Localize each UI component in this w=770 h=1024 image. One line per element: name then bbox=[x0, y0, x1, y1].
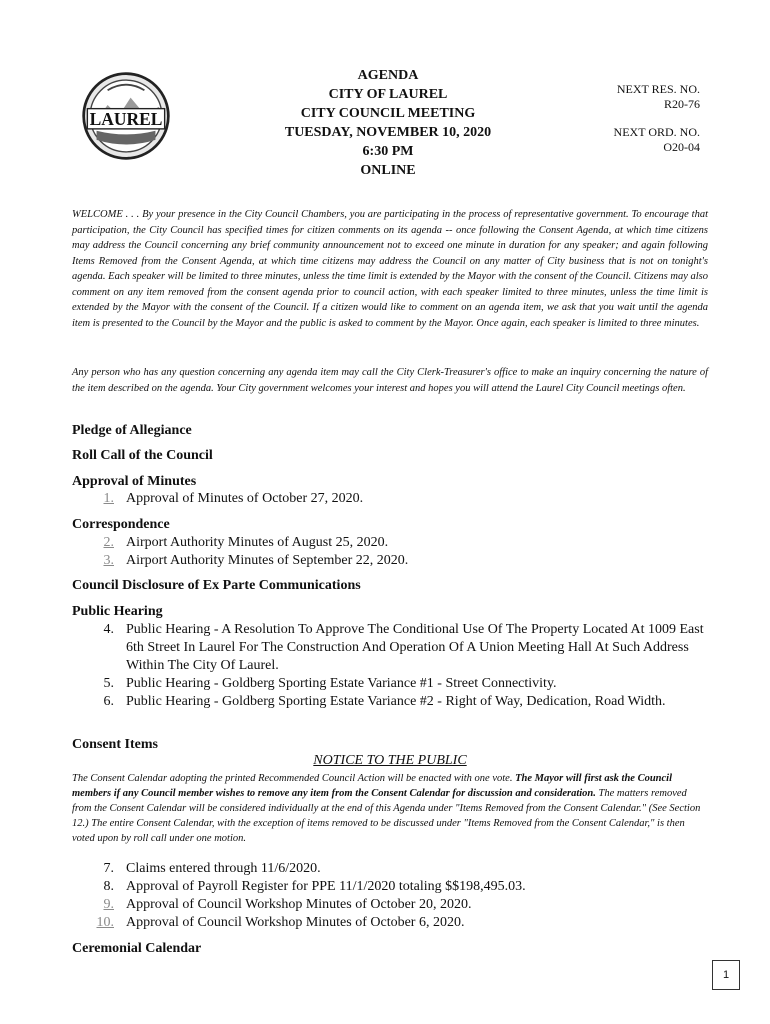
notice-part-3: The matters removed from the Consent Calendar will be considered individually at the end of this Agenda under "Items Removed from the Consent Calendar." (See Section 12.) The entire Consent Calendar, with the exception of items removed to be discussed under "Items Removed from the Consent Calendar," is then voted upon by roll call under one motion. bbox=[72, 788, 701, 844]
item-number: 8. bbox=[103, 879, 114, 894]
item-link[interactable]: 9. bbox=[103, 897, 114, 912]
section-pledge: Pledge of Allegiance bbox=[72, 423, 192, 438]
item-text: Claims entered through 11/6/2020. bbox=[126, 861, 321, 876]
city-seal-logo bbox=[80, 70, 172, 162]
section-minutes: Approval of Minutes bbox=[72, 474, 197, 489]
consent-notice-text bbox=[72, 771, 708, 846]
item-link[interactable]: 2. bbox=[103, 535, 114, 550]
section-consent: Consent Items bbox=[72, 737, 158, 752]
item-number: 6. bbox=[103, 694, 114, 709]
item-text: Airport Authority Minutes of August 25, 2020. bbox=[126, 535, 389, 550]
item-link[interactable]: 1. bbox=[103, 491, 114, 506]
item-text: Approval of Council Workshop Minutes of October 6, 2020. bbox=[126, 915, 465, 930]
item-text: Public Hearing - A Resolution To Approve The Conditional Use Of The Property Located At 1009 East 6th Street In Laurel For The Construction And Operation Of A Union Meeting Hall At Such Address Within The City Of Laurel. bbox=[126, 622, 704, 673]
item-text: Approval of Payroll Register for PPE 11/1/2020 totaling $$198,495.03. bbox=[126, 879, 526, 894]
next-res-label: NEXT RES. NO. bbox=[616, 82, 700, 96]
welcome-paragraph: WELCOME . . . By your presence in the City Council Chambers, you are participating in the process of representative government. To encourage that participation, the City Council has specified times for citizen comments on its agenda -- once following the Consent Agenda, at which time citizens may address the Council concerning any brief community announcement not to exceed one minute in duration for any speaker; and again following Items Removed from the Consent Agenda, at which time citizens may address the Council on any matter of City business that is not on tonight's agenda. Each speaker will be limited to three minutes, unless the time limit is extended by the Mayor with the consent of the Council. Citizens may also comment on any item removed from the consent agenda prior to council action, with each speaker limited to three minutes, unless the time limit is extended by the Mayor with the consent of the Council. If a citizen would like to comment on an agenda item, we ask that you wait until the agenda item is presented to the Council by the Mayor and the public is asked to comment by the Mayor. Once again, each speaker is limited to three minutes. bbox=[72, 209, 708, 329]
title-line-4: TUESDAY, NOVEMBER 10, 2020 bbox=[284, 125, 492, 140]
item-text: Public Hearing - Goldberg Sporting Estate Variance #2 - Right of Way, Dedication, Road Width. bbox=[126, 694, 666, 709]
item-text: Public Hearing - Goldberg Sporting Estate Variance #1 - Street Connectivity. bbox=[126, 676, 557, 691]
item-link[interactable]: 10. bbox=[96, 915, 114, 930]
title-line-5: 6:30 PM bbox=[362, 144, 414, 159]
next-res-value: R20-76 bbox=[664, 97, 700, 111]
section-public-hearing: Public Hearing bbox=[72, 604, 163, 619]
agenda-title bbox=[268, 66, 508, 180]
notice-part-2: The Mayor will first ask the Council members if any Council member wishes to remove any item from the Consent Calendar for discussion and consideration. bbox=[72, 773, 673, 799]
seal-text: LAUREL bbox=[89, 109, 163, 130]
notice-heading: NOTICE TO THE PUBLIC bbox=[313, 753, 467, 768]
notice-part-1: The Consent Calendar adopting the printed Recommended Council Action will be enacted with one vote. bbox=[72, 773, 513, 784]
page-number: 1 bbox=[722, 969, 730, 981]
item-link[interactable]: 3. bbox=[103, 553, 114, 568]
section-correspondence: Correspondence bbox=[72, 517, 170, 532]
item-text: Approval of Council Workshop Minutes of October 20, 2020. bbox=[126, 897, 472, 912]
title-line-6: ONLINE bbox=[360, 163, 416, 178]
page-number-box bbox=[712, 960, 740, 990]
item-number: 4. bbox=[103, 622, 114, 637]
section-roll-call: Roll Call of the Council bbox=[72, 448, 213, 463]
next-ord-label: NEXT ORD. NO. bbox=[613, 125, 700, 139]
item-text: Airport Authority Minutes of September 22, 2020. bbox=[126, 553, 409, 568]
next-numbers bbox=[590, 82, 700, 155]
inquiry-paragraph: Any person who has any question concerning any agenda item may call the City Clerk-Treasurer's office to make an inquiry concerning the nature of the item described on the agenda. Your City government welcomes your interest and hopes you will attend the Laurel City Council meetings often. bbox=[72, 367, 708, 394]
item-number: 7. bbox=[103, 861, 114, 876]
section-disclosure: Council Disclosure of Ex Parte Communications bbox=[72, 578, 361, 593]
item-number: 5. bbox=[103, 676, 114, 691]
title-line-1: AGENDA bbox=[357, 68, 419, 83]
section-ceremonial: Ceremonial Calendar bbox=[72, 941, 202, 956]
next-ord-value: O20-04 bbox=[663, 140, 700, 154]
title-line-2: CITY OF LAUREL bbox=[328, 87, 448, 102]
title-line-3: CITY COUNCIL MEETING bbox=[300, 106, 476, 121]
item-text: Approval of Minutes of October 27, 2020. bbox=[126, 491, 364, 506]
